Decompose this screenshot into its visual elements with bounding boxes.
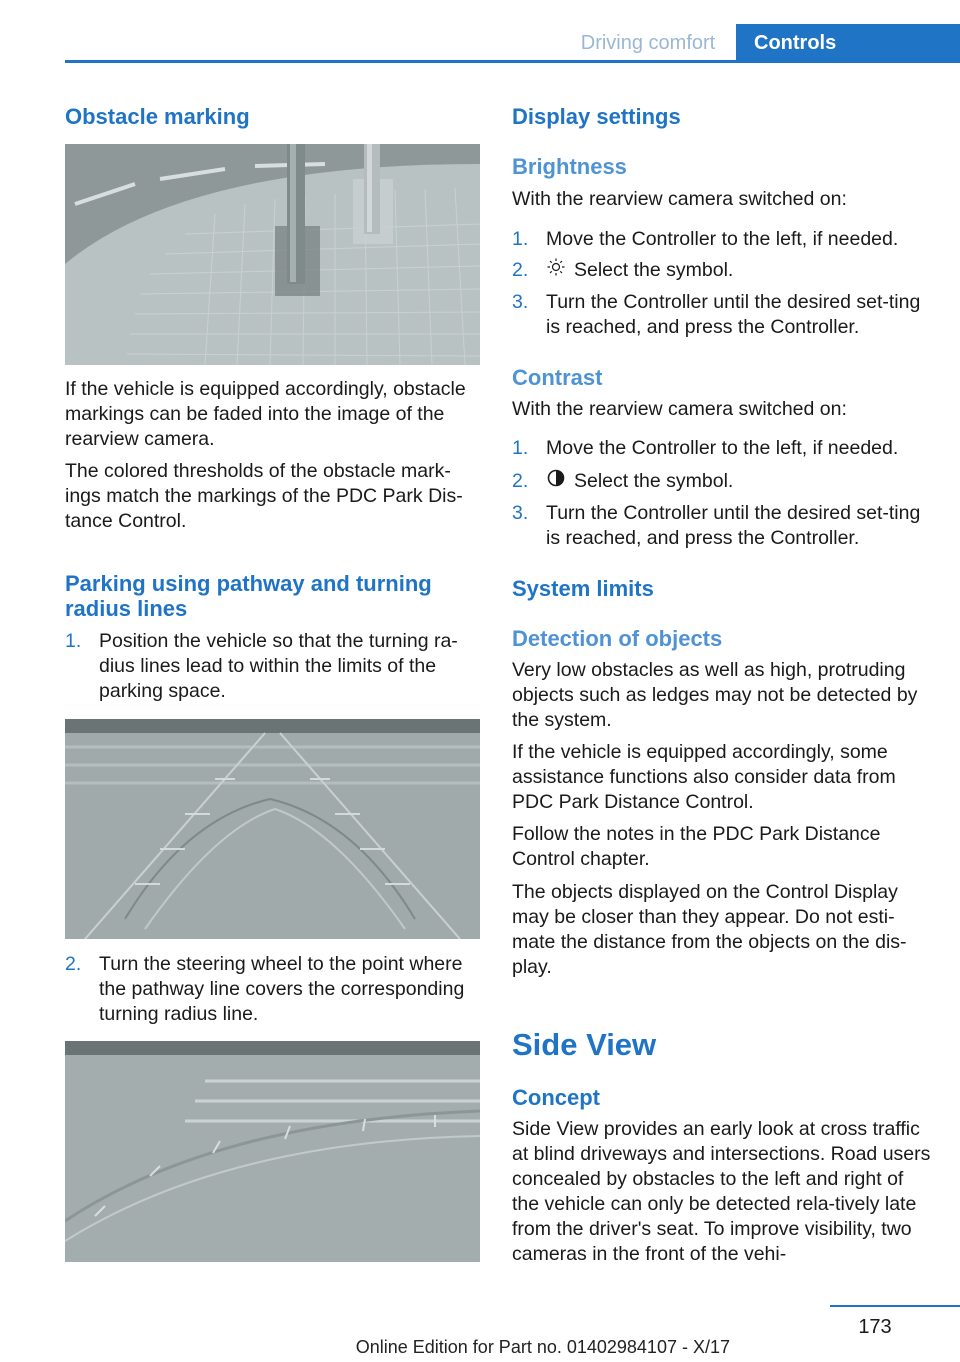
turning-radius-figure — [65, 719, 480, 939]
parking-heading: Parking using pathway and turning radius lines — [65, 571, 432, 621]
detection-heading: Detection of objects — [512, 626, 723, 651]
contrast-intro: With the rearview camera switched on: — [512, 398, 847, 420]
brightness-icon — [546, 258, 566, 283]
system-limits-heading: System limits — [512, 576, 654, 601]
step-number: 1. — [512, 228, 529, 250]
step-text: Turn the steering wheel to the point where the pathway line covers the corresponding turning radius line. — [99, 953, 465, 1025]
step-text: Turn the Controller until the desired set-ting is reached, and press the Controller. — [546, 291, 921, 338]
header-rule — [65, 60, 960, 63]
obstacle-marking-heading: Obstacle marking — [65, 104, 250, 129]
obstacle-paragraph-2: The colored thresholds of the obstacle mark-ings match the markings of the PDC Park Dis-tance Control. — [65, 460, 463, 532]
step-text: Select the symbol. — [574, 470, 734, 492]
footer-rule — [830, 1305, 960, 1307]
contrast-step-1 — [512, 436, 932, 462]
step-number: 2. — [65, 953, 82, 975]
brightness-step-1 — [512, 227, 932, 253]
brightness-intro: With the rearview camera switched on: — [512, 188, 847, 210]
detection-paragraph-2: If the vehicle is equipped accordingly, some assistance functions also consider data from PDC Park Distance Control. — [512, 741, 896, 813]
pathway-line-figure — [65, 1041, 480, 1262]
brightness-heading: Brightness — [512, 154, 627, 179]
contrast-heading: Contrast — [512, 365, 603, 390]
concept-heading: Concept — [512, 1085, 600, 1110]
parking-step-1 — [65, 629, 480, 709]
header-chapter-tab: Controls — [736, 24, 960, 62]
step-number: 3. — [512, 502, 529, 524]
step-text: Position the vehicle so that the turning ra-dius lines lead to within the limits of the parking space. — [99, 630, 458, 702]
step-text: Move the Controller to the left, if needed. — [546, 228, 899, 250]
parking-step-2 — [65, 952, 480, 1032]
brightness-step-2 — [512, 258, 932, 284]
detection-paragraph-3: Follow the notes in the PDC Park Distance Control chapter. — [512, 823, 881, 870]
obstacle-paragraph-1: If the vehicle is equipped accordingly, obstacle markings can be faded into the image of the rearview camera. — [65, 378, 466, 450]
contrast-step-3 — [512, 501, 932, 553]
concept-paragraph: Side View provides an early look at cross traffic at blind driveways and intersections. Road users concealed by obstacles to the left and right of the vehicle can only be detected rela-tively late from the driver's seat. To improve visibility, two cameras in the front of the vehi- — [512, 1118, 931, 1265]
step-number: 3. — [512, 291, 529, 313]
obstacle-marking-figure — [65, 144, 480, 365]
edition-footer: Online Edition for Part no. 01402984107 - X/17 — [355, 1337, 730, 1357]
side-view-heading: Side View — [512, 1027, 657, 1062]
detection-paragraph-1: Very low obstacles as well as high, protruding objects such as ledges may not be detected by the system. — [512, 659, 918, 731]
step-number: 1. — [512, 437, 529, 459]
brightness-step-3 — [512, 290, 932, 342]
step-text: Select the symbol. — [574, 259, 734, 281]
step-text: Turn the Controller until the desired set-ting is reached, and press the Controller. — [546, 502, 921, 549]
step-text: Move the Controller to the left, if needed. — [546, 437, 899, 459]
step-number: 1. — [65, 630, 82, 652]
contrast-step-2 — [512, 469, 932, 495]
contrast-icon — [546, 469, 566, 494]
display-settings-heading: Display settings — [512, 104, 681, 129]
page-number: 173 — [858, 1316, 892, 1338]
step-number: 2. — [512, 259, 529, 281]
header-section-title: Driving comfort — [580, 32, 716, 54]
detection-paragraph-4: The objects displayed on the Control Display may be closer than they appear. Do not esti-mate the distance from the objects on the dis-play. — [512, 881, 907, 978]
step-number: 2. — [512, 470, 529, 492]
